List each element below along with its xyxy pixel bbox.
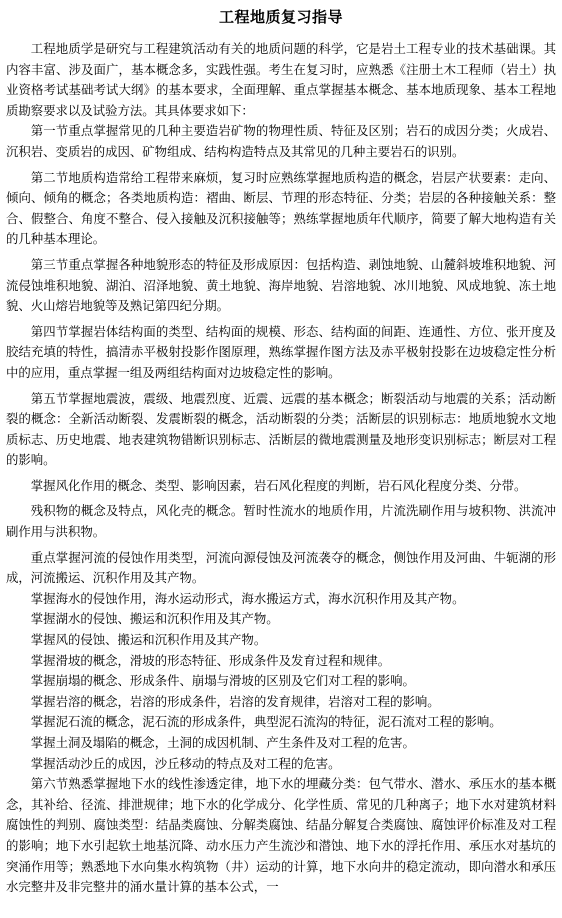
paragraph-debris-flow: 掌握泥石流的概念，泥石流的形成条件，典型泥石流沟的特征，泥石流对工程的影响。: [30, 714, 502, 730]
paragraph-residual: 残积物的概念及特点，风化壳的概念。暂时性流水的地质作用，片流洗刷作用与坡积物、洪流冲刷作用与洪积物。: [6, 503, 556, 540]
paragraph-karst: 掌握岩溶的概念，岩溶的形成条件，岩溶的发育规律，岩溶对工程的影响。: [30, 693, 440, 709]
paragraph-section-4: 第四节掌握岩体结构面的类型、结构面的规模、形态、结构面的间距、连通性、方位、张开度及胶结充填的特性，搞清赤平极射投影作图原理，熟练掌握作图方法及赤平极射投影在边坡稳定性分析中的应用，重点掌握一组及两组结构面对边坡稳定性的影响。: [6, 323, 556, 380]
document-title: 工程地质复习指导: [218, 8, 343, 26]
paragraph-river: 重点掌握河流的侵蚀作用类型，河流向源侵蚀及河流袭夺的概念，侧蚀作用及河曲、牛轭湖的形成，河流搬运、沉积作用及其产物。: [6, 549, 556, 586]
paragraph-lake: 掌握湖水的侵蚀、搬运和沉积作用及其产物。: [30, 611, 279, 627]
paragraph-intro: 工程地质学是研究与工程建筑活动有关的地质问题的科学，它是岩土工程专业的技术基础课。其内容丰富、涉及面广，基本概念多，实践性强。考生在复习时，应熟悉《注册土木工程师（岩土）执业资格考试基础考试大纲》的基本要求，全面理解、重点掌握基本概念、基本地质现象、基本工程地质勘察要求以及试验方法。其具体要求如下：: [6, 41, 556, 118]
paragraph-section-2: 第二节地质构造常给工程带来麻烦，复习时应熟练掌握地质构造的概念，岩层产状要素：走向、倾向、倾角的概念；各类地质构造：褶曲、断层、节理的形态特征、分类；岩层的各种接触关系：整合、假整合、角度不整合、侵入接触及沉积接触等；熟练掌握地质年代顺序，简要了解大地构造有关的几种基本理论。: [6, 169, 556, 247]
paragraph-landslide: 掌握滑坡的概念，滑坡的形态特征、形成条件及发育过程和规律。: [30, 652, 391, 668]
paragraph-section-5: 第五节掌握地震波，震级、地震烈度、近震、远震的基本概念；断裂活动与地震的关系；活动断裂的概念：全新活动断裂、发震断裂的概念，活动断裂的分类；活断层的识别标志：地质地貌水文地质标志、历史地震、地表建筑物错断识别标志、活断层的微地震测量及地形变识别标志；断层对工程的影响。: [6, 390, 556, 468]
paragraph-section-3: 第三节重点掌握各种地貌形态的特征及形成原因：包括构造、剥蚀地貌、山麓斜坡堆积地貌、河流侵蚀堆积地貌、湖泊、沼泽地貌、黄土地貌、海岸地貌、岩溶地貌、冰川地貌、风成地貌、冻土地貌、火山熔岩地貌等及熟记第四纪分期。: [6, 256, 556, 314]
paragraph-sand-dune: 掌握活动沙丘的成因，沙丘移动的特点及对工程的危害。: [30, 755, 341, 771]
paragraph-collapse: 掌握崩塌的概念、形成条件、崩塌与滑坡的区别及它们对工程的影响。: [30, 673, 415, 689]
paragraph-sea: 掌握海水的侵蚀作用，海水运动形式，海水搬运方式，海水沉积作用及其产物。: [30, 590, 465, 606]
paragraph-wind: 掌握风的侵蚀、搬运和沉积作用及其产物。: [30, 632, 267, 648]
paragraph-section-1: 第一节重点掌握常见的几种主要造岩矿物的物理性质、特征及区别；岩石的成因分类；火成岩、沉积岩、变质岩的成因、矿物组成、结构构造特点及其常见的几种主要岩石的识别。: [6, 123, 556, 159]
paragraph-weathering: 掌握风化作用的概念、类型、影响因素，岩石风化程度的判断，岩石风化程度分类、分带。: [30, 477, 527, 493]
paragraph-section-6: 第六节熟悉掌握地下水的线性渗透定律，地下水的埋藏分类：包气带水、潜水、承压水的基本概念，其补给、径流、排泄规律；地下水的化学成分、化学性质、常见的几种离子；地下水对建筑材料腐蚀性的判别、腐蚀类型：结晶类腐蚀、分解类腐蚀、结晶分解复合类腐蚀、腐蚀评价标准及对工程的影响；地下水引起软土地基沉降、动水压力产生流沙和潜蚀、地下水的浮托作用、承压水对基坑的突涌作用等；熟悉地下水向集水构筑物（井）运动的计算，地下水向井的稳定流动，即向潜水和承压水完整井及非完整井的涌水量计算的基本公式，一: [6, 776, 556, 895]
document-body: [6, 39, 556, 898]
paragraph-soil-cave: 掌握土洞及塌陷的概念，土洞的成因机制、产生条件及对工程的危害。: [30, 735, 415, 750]
